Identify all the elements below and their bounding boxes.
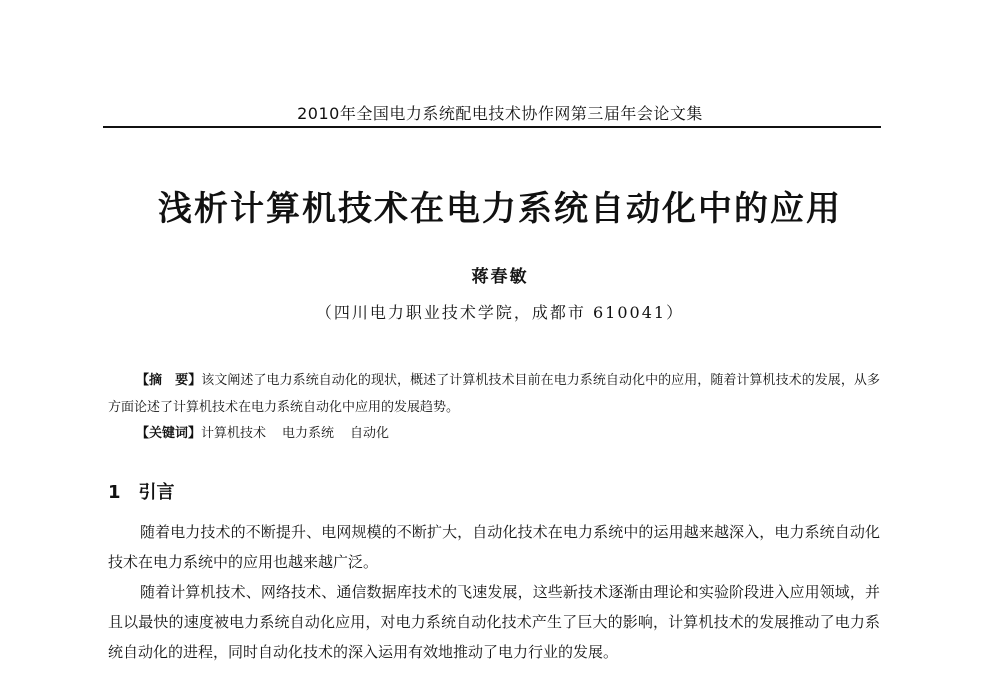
section-heading <box>108 478 175 504</box>
keyword-item: 电力系统 <box>282 426 335 441</box>
section-title: 引言 <box>138 482 175 503</box>
section-number: 1 <box>108 482 121 503</box>
header-rule <box>103 126 881 128</box>
keyword-item: 计算机技术 <box>201 426 267 441</box>
body-paragraph: 随着计算机技术、网络技术、通信数据库技术的飞速发展，这些新技术逐渐由理论和实验阶段进入应用领域，并且以最快的速度被电力系统自动化应用，对电力系统自动化技术产生了巨大的影响，计算机技术的发展推动了电力系统自动化的进程，同时自动化技术的深入运用有效地推动了电力行业的发展。 <box>108 583 880 661</box>
keywords-label: 【关键词】 <box>136 426 202 441</box>
running-header: 2010年全国电力系统配电技术协作网第三届年会论文集 <box>297 104 703 123</box>
keywords <box>136 424 880 444</box>
abstract <box>108 367 880 421</box>
abstract-label: 【摘 要】 <box>136 373 202 388</box>
body-paragraph: 随着电力技术的不断提升、电网规模的不断扩大，自动化技术在电力系统中的运用越来越深入，电力系统自动化技术在电力系统中的应用也越来越广泛。 <box>108 523 880 571</box>
body-text <box>108 517 880 667</box>
keyword-item: 自动化 <box>350 426 390 441</box>
author-affiliation: （四川电力职业技术学院，成都市 610041） <box>315 303 685 322</box>
paper-title: 浅析计算机技术在电力系统自动化中的应用 <box>158 189 842 229</box>
author-name: 蒋春敏 <box>471 267 529 287</box>
abstract-text: 该文阐述了电力系统自动化的现状，概述了计算机技术目前在电力系统自动化中的应用，随着计算机技术的发展，从多方面论述了计算机技术在电力系统自动化中应用的发展趋势。 <box>108 373 880 415</box>
